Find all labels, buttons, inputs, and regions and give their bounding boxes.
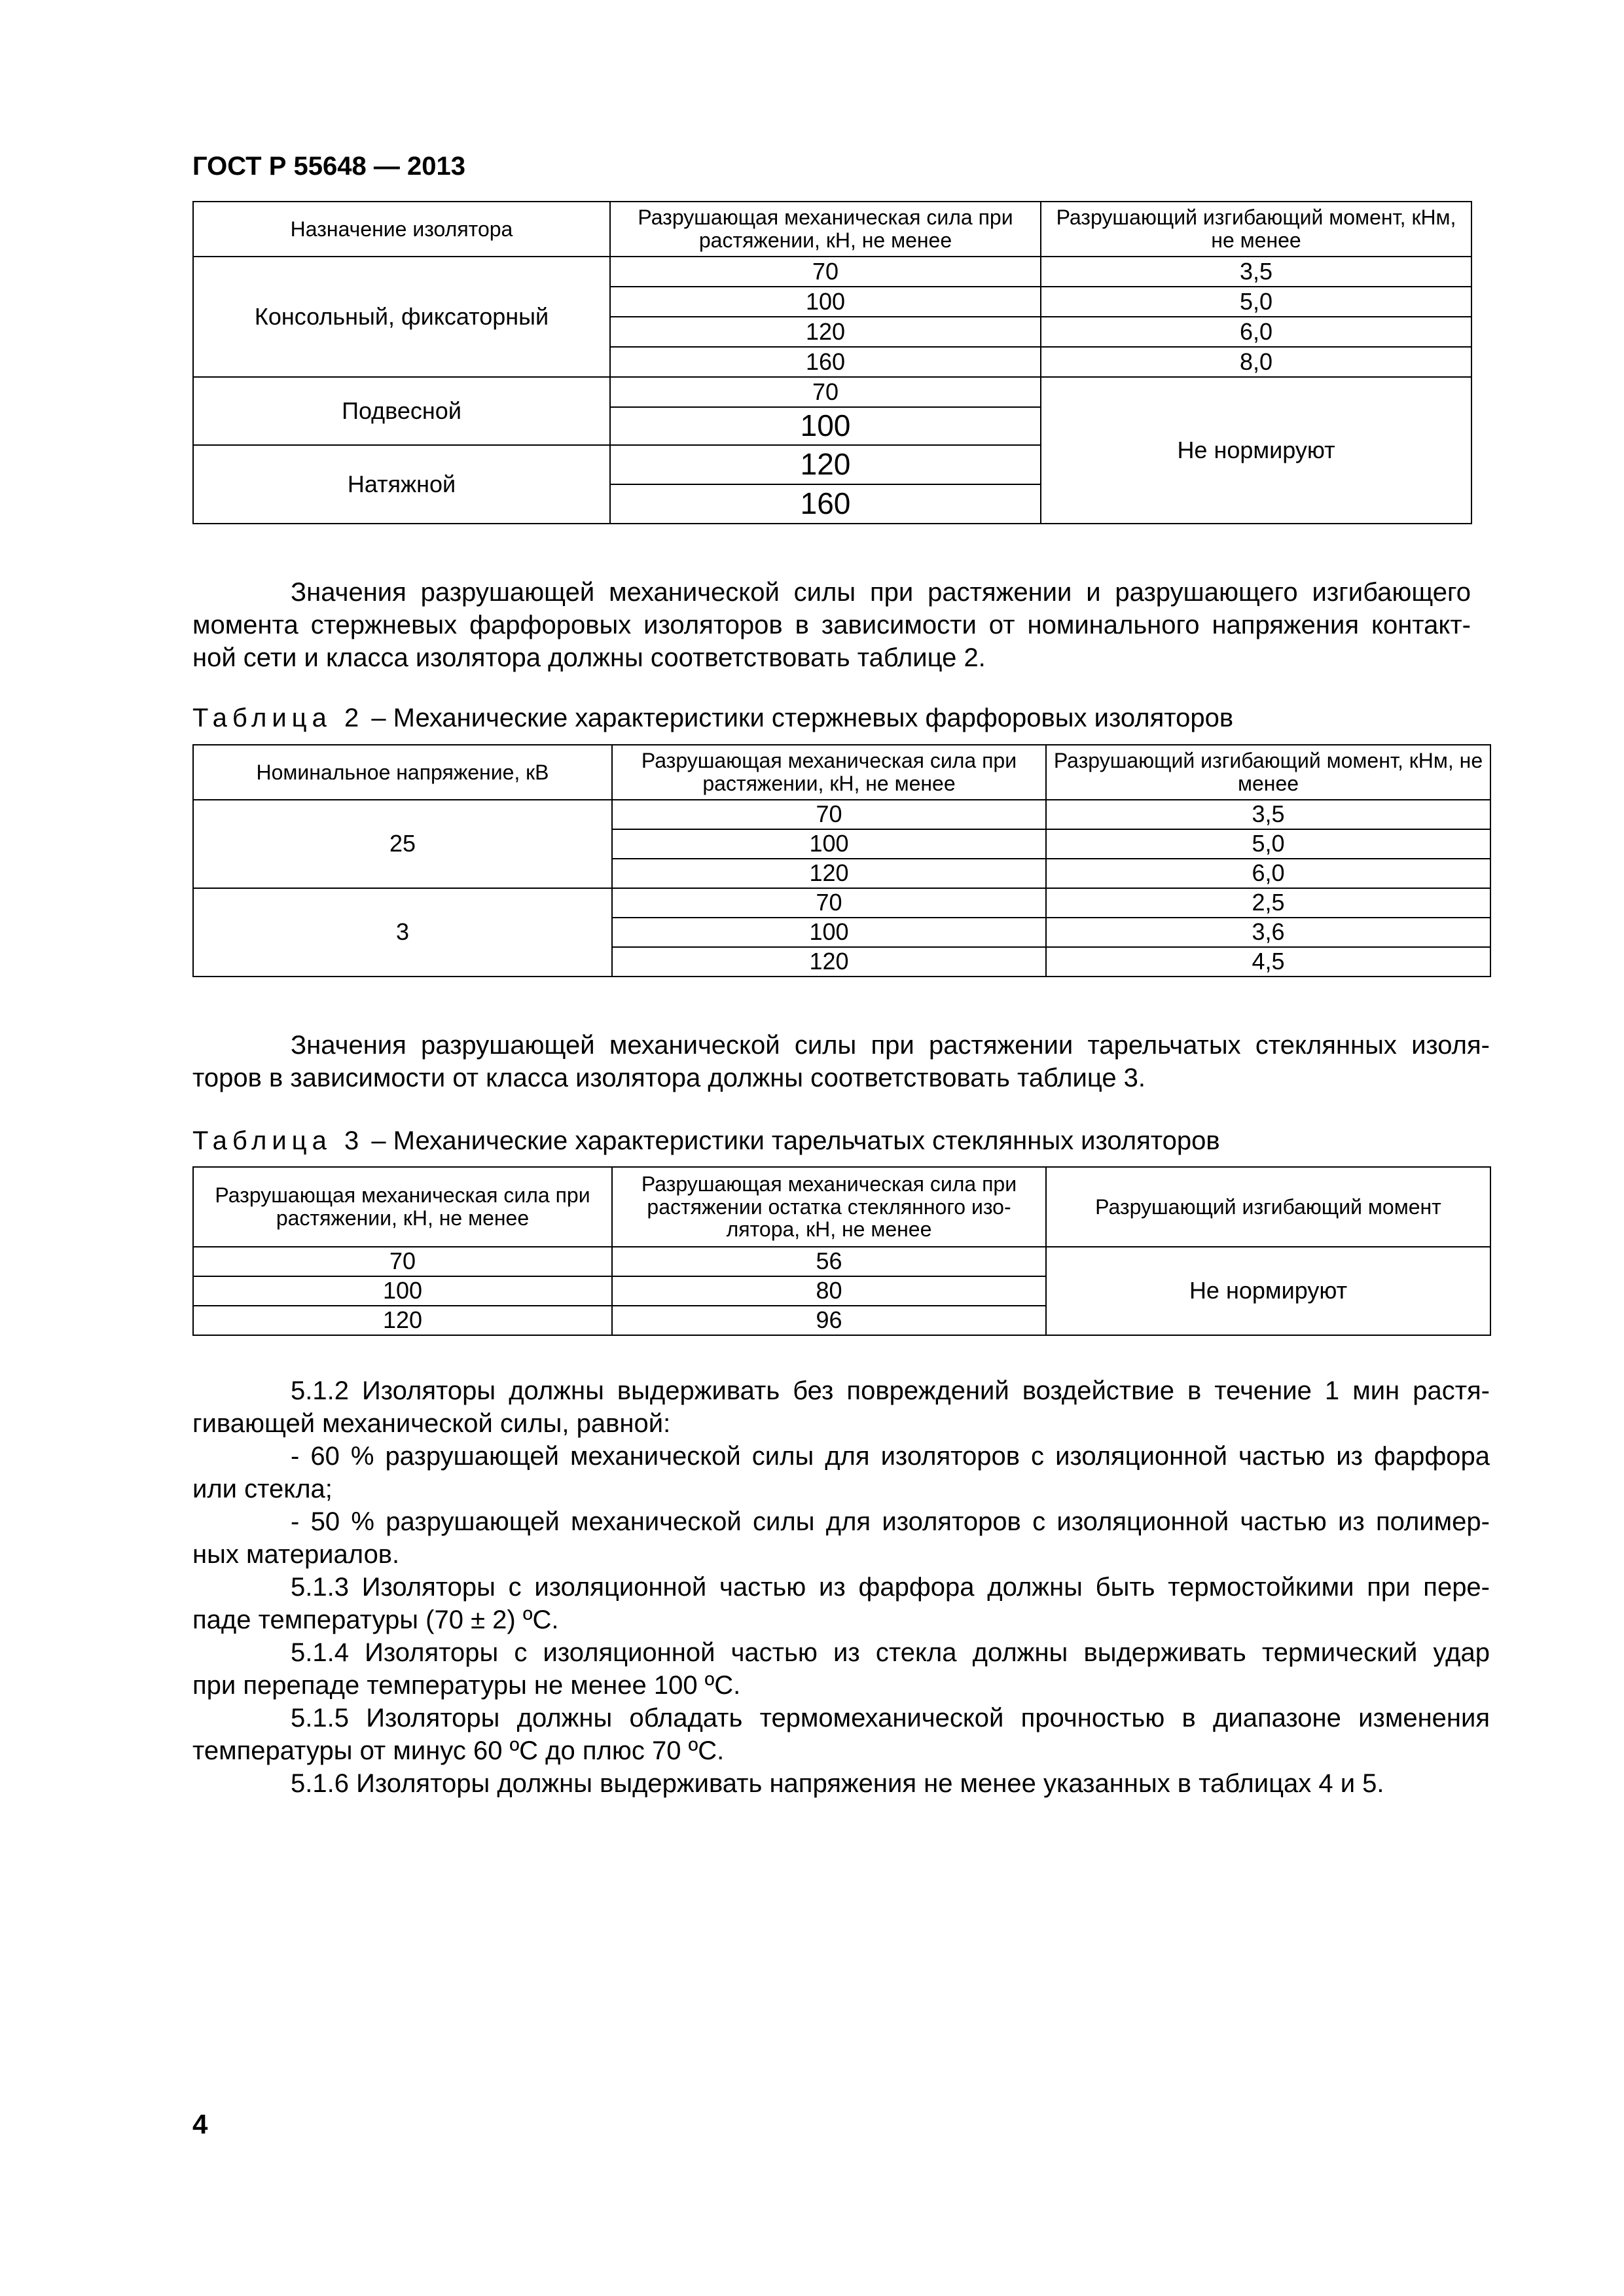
moment-cell: 6,0 (1041, 317, 1471, 347)
moment-cell: 8,0 (1041, 347, 1471, 377)
force-cell: 70 (610, 257, 1041, 287)
table-row (193, 800, 1490, 829)
table-caption-label: Таблица 2 (192, 704, 365, 732)
column-header: Назначение изолятора (193, 202, 610, 257)
residual-force-cell: 96 (612, 1306, 1046, 1335)
text-line: торов в зависимости от класса изолятора должны соответствовать таблице 3. (192, 1064, 1146, 1092)
moment-not-normalized-cell: Не нормируют (1041, 377, 1471, 524)
force-cell: 160 (610, 347, 1041, 377)
table-caption-label: Таблица 3 (192, 1126, 365, 1155)
force-cell: 100 (610, 407, 1041, 445)
table-row (193, 257, 1471, 287)
column-header: Разрушающая механическая сила при растяжении остатка стеклянного изо-лятора, кН, не менее (612, 1167, 1046, 1247)
column-header: Разрушающая механическая сила при растяжении, кН, не менее (610, 202, 1041, 257)
force-cell: 100 (610, 287, 1041, 317)
text-line: ной сети и класса изолятора должны соответствовать таблице 2. (192, 643, 986, 672)
force-cell: 70 (610, 377, 1041, 407)
insulator-type-cell: Консольный, фиксаторный (193, 257, 610, 377)
table-3 (192, 1166, 1491, 1336)
insulator-type-cell: Натяжной (193, 445, 610, 524)
table-header-row (193, 202, 1471, 257)
text-line: Значения разрушающей механической силы при растяжении тарельчатых стеклянных изоля- (291, 1031, 1490, 1060)
paragraph-2 (192, 1029, 1490, 1094)
table-row (193, 377, 1471, 407)
table-header-row (193, 1167, 1490, 1247)
text-line: при перепаде температуры не менее 100 ºС. (192, 1671, 741, 1700)
page-number: 4 (192, 2109, 208, 2140)
moment-cell: 3,6 (1046, 918, 1490, 947)
text-line: температуры от минус 60 ºС до плюс 70 ºС. (192, 1736, 725, 1765)
force-cell: 120 (610, 317, 1041, 347)
table-caption-text: – Механические характеристики тарельчатых стеклянных изоляторов (364, 1126, 1220, 1155)
table-1 (192, 201, 1472, 524)
text-line: 5.1.2 Изоляторы должны выдерживать без повреждений воздействие в течение 1 мин растя- (291, 1376, 1490, 1405)
moment-cell: 3,5 (1041, 257, 1471, 287)
column-header: Разрушающий изгибающий момент, кНм, не менее (1046, 745, 1490, 800)
text-line: Значения разрушающей механической силы при растяжении и разрушающего изгибающего (291, 578, 1471, 607)
text-line: 5.1.4 Изоляторы с изоляционной частью из стекла должны выдерживать термический удар (291, 1638, 1490, 1667)
table-header-row (193, 745, 1490, 800)
table-row (193, 888, 1490, 918)
column-header: Разрушающая механическая сила при растяжении, кН, не менее (193, 1167, 612, 1247)
table-row (193, 1247, 1490, 1276)
moment-cell: 2,5 (1046, 888, 1490, 918)
force-cell: 100 (612, 829, 1046, 859)
voltage-cell: 3 (193, 888, 612, 977)
force-cell: 70 (193, 1247, 612, 1276)
moment-cell: 4,5 (1046, 947, 1490, 977)
force-cell: 120 (612, 947, 1046, 977)
force-cell: 100 (193, 1276, 612, 1306)
force-cell: 120 (193, 1306, 612, 1335)
residual-force-cell: 80 (612, 1276, 1046, 1306)
column-header: Номинальное напряжение, кВ (193, 745, 612, 800)
force-cell: 160 (610, 484, 1041, 524)
moment-cell: 3,5 (1046, 800, 1490, 829)
column-header: Разрушающий изгибающий момент (1046, 1167, 1490, 1247)
table-2 (192, 744, 1491, 977)
section-5-1-text (192, 1374, 1490, 1800)
text-line: - 60 % разрушающей механической силы для изоляторов с изоляционной частью из фарфора (291, 1442, 1490, 1471)
text-line: 5.1.3 Изоляторы с изоляционной частью из фарфора должны быть термостойкими при пере- (291, 1573, 1490, 1602)
text-line: паде температуры (70 ± 2) ºС. (192, 1605, 559, 1634)
text-line: гивающей механической силы, равной: (192, 1409, 671, 1438)
force-cell: 70 (612, 888, 1046, 918)
text-line: момента стержневых фарфоровых изоляторов в зависимости от номинального напряжения контакт- (192, 611, 1471, 639)
insulator-type-cell: Подвесной (193, 377, 610, 445)
table-3-caption (192, 1124, 1220, 1157)
force-cell: 70 (612, 800, 1046, 829)
moment-cell: 5,0 (1041, 287, 1471, 317)
moment-not-normalized-cell: Не нормируют (1046, 1247, 1490, 1335)
text-line: или стекла; (192, 1475, 333, 1503)
text-line: ных материалов. (192, 1540, 400, 1569)
moment-cell: 5,0 (1046, 829, 1490, 859)
table-2-caption (192, 702, 1233, 734)
text-line: 5.1.5 Изоляторы должны обладать термомеханической прочностью в диапазоне изменения (291, 1704, 1490, 1732)
table-caption-text: – Механические характеристики стержневых фарфоровых изоляторов (364, 704, 1234, 732)
force-cell: 100 (612, 918, 1046, 947)
text-line: - 50 % разрушающей механической силы для изоляторов с изоляционной частью из полимер- (291, 1507, 1490, 1536)
text-line: 5.1.6 Изоляторы должны выдерживать напряжения не менее указанных в таблицах 4 и 5. (291, 1769, 1384, 1798)
residual-force-cell: 56 (612, 1247, 1046, 1276)
column-header: Разрушающий изгибающий момент, кНм, не менее (1041, 202, 1471, 257)
force-cell: 120 (610, 445, 1041, 484)
document-header: ГОСТ Р 55648 — 2013 (192, 152, 465, 181)
voltage-cell: 25 (193, 800, 612, 888)
force-cell: 120 (612, 859, 1046, 888)
column-header: Разрушающая механическая сила при растяжении, кН, не менее (612, 745, 1046, 800)
paragraph-1 (192, 576, 1471, 674)
moment-cell: 6,0 (1046, 859, 1490, 888)
